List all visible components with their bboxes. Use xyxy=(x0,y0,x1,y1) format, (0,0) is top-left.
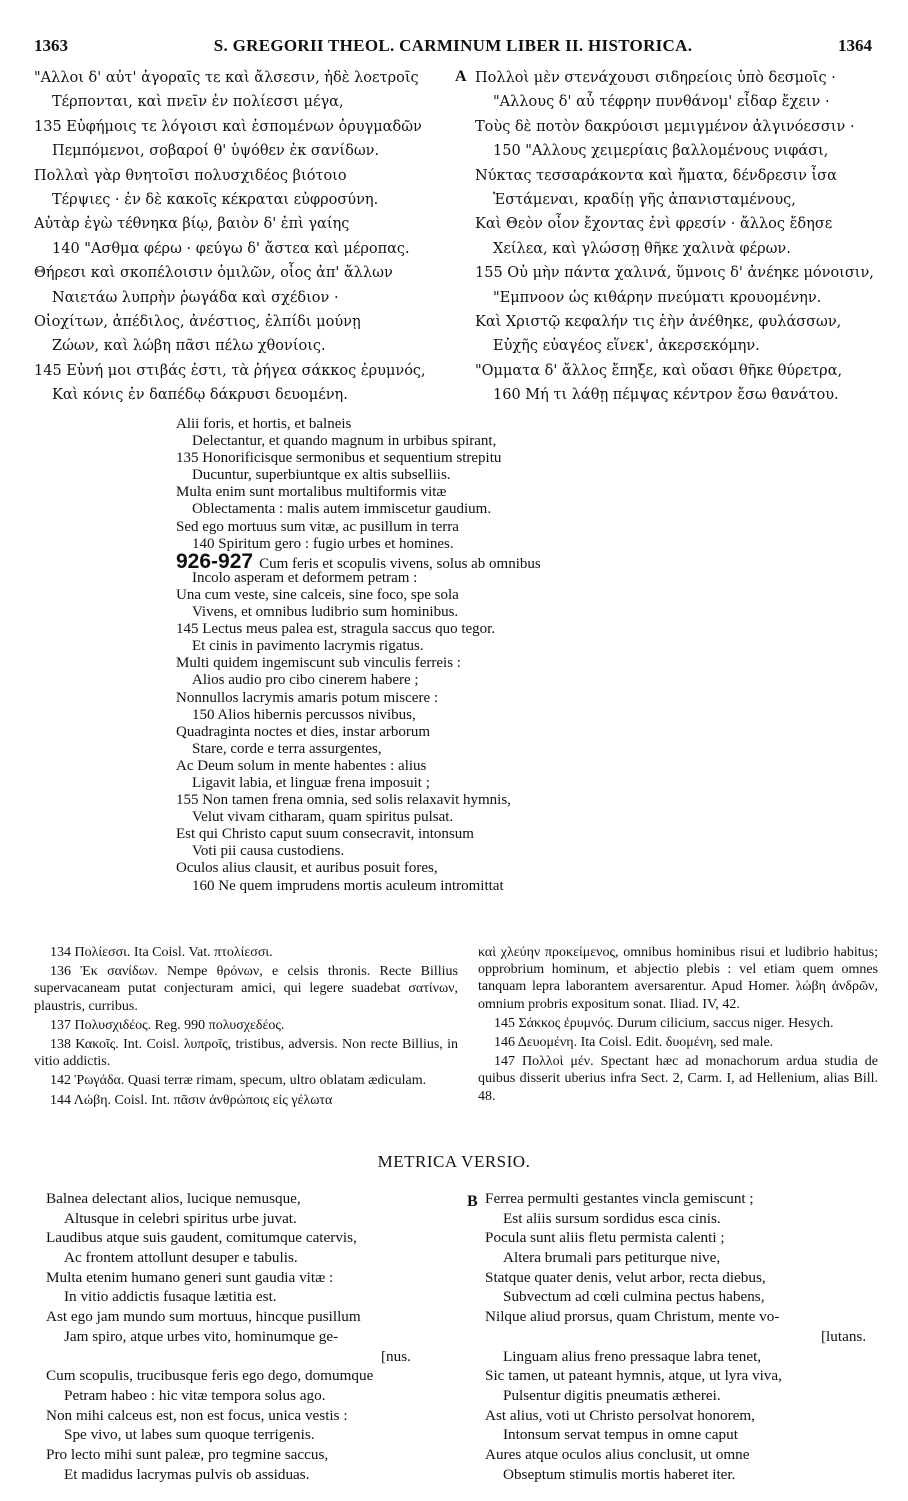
page-number-left: 1363 xyxy=(34,36,68,55)
latin-line: Vivens, et omnibus ludibrio sum hominibus. xyxy=(192,604,459,621)
verse-line: 160 Μή τι λάθῃ πέμψας κέντρον ἔσω θανάτου. xyxy=(493,387,839,404)
latin-line: Stare, corde e terra assurgentes, xyxy=(192,740,382,757)
metrical-line: Ac frontem attollunt desuper e tabulis. xyxy=(64,1249,298,1267)
verse-line: Πολλοὶ μὲν στενάχουσι σιδηρείοις ὑπὸ δεσμοῖς · xyxy=(475,70,836,86)
metrical-line: Statque quater denis, velut arbor, recta diebus, xyxy=(485,1268,766,1286)
metrical-line: Altusque in celebri spiritus urbe juvat. xyxy=(64,1209,297,1227)
footnote: 146 Δευομένη. Ita Coisl. Edit. δυομένη, sed male. xyxy=(494,1035,774,1051)
latin-line: Voti pii causa custodiens. xyxy=(192,843,345,860)
latin-line: 145 Lectus meus palea est, stragula saccus quo tegor. xyxy=(176,621,496,638)
footnote-continuation: καὶ χλεύην προκείμενος, omnibus hominibus risui et ludibrio habitus; opprobrium hominum, et abjectio plebis : vel etiam quem omnes tanquam lepra laborantem aversarentur. Apud Homer. λώβη ἀνδρῶν, omnium probris expositum sonat. Iliad. IV, 42. xyxy=(478,945,878,1012)
column-number: 926-927 xyxy=(176,549,254,573)
running-title: S. GREGORII THEOL. CARMINUM LIBER II. HISTORICA. xyxy=(213,36,693,55)
running-header xyxy=(34,36,872,58)
metrical-line: Sic tamen, ut pateant hymnis, atque, ut lyra viva, xyxy=(485,1367,782,1385)
verse-line: Τέρπονται, καὶ πνεῖν ἐν πολίεσσι μέγα, xyxy=(52,94,344,111)
metrical-version-left-column xyxy=(46,1189,411,1484)
verse-line: Αὐτὰρ ἐγὼ τέθνηκα βίῳ, βαιὸν δ' ἐπὶ γαίης xyxy=(34,216,350,233)
latin-line: 150 Alios hibernis percussos nivibus, xyxy=(192,706,416,723)
verse-line: 145 Εὐνή μοι στιβάς ἐστι, τὰ ῥήγεα σάκκος ἐρυμνός, xyxy=(34,362,426,379)
footnote: 142 Ῥωγάδα. Quasi terræ rimam, specum, ultro oblatam ædiculam. xyxy=(50,1073,427,1089)
metrical-line: Spe vivo, ut labes sum quoque terrigenis. xyxy=(64,1426,315,1444)
latin-line: Quadraginta noctes et dies, instar arborum xyxy=(176,723,431,740)
verse-line: Ἑστάμεναι, κραδίῃ γῆς ἀπανισταμένους, xyxy=(493,191,796,208)
metrical-line: Pocula sunt aliis fletu permista calenti ; xyxy=(485,1229,725,1247)
verse-line: Πολλαὶ γὰρ θνητοῖσι πολυσχιδέος βιότοιο xyxy=(34,167,347,184)
metrica-versio-heading: METRICA VERSIO. xyxy=(377,1152,531,1171)
latin-line: Multa enim sunt mortalibus multiformis vitæ xyxy=(176,484,447,501)
footnote: 144 Λώβη. Coisl. Int. πᾶσιν ἀνθρώποις εἰς γέλωτα xyxy=(50,1092,333,1108)
latin-line: Oblectamenta : malis autem immiscetur gaudium. xyxy=(192,501,492,518)
metrical-line: Pro lecto mihi sunt paleæ, pro tegmine saccus, xyxy=(46,1445,329,1463)
footnote: 137 Πολυσχιδέος. Reg. 990 πολυσχεδέος. xyxy=(50,1017,285,1033)
footnote: 145 Σάκκος ἐρυμνός. Durum cilicium, saccus niger. Hesych. xyxy=(494,1015,834,1031)
verse-line: Ναιετάω λυπρὴν ῥωγάδα καὶ σχέδιον · xyxy=(52,289,339,306)
verse-line: 135 Εὐφήμοις τε λόγοισι καὶ ἑσπομένων ὀρυγμαδῶν xyxy=(34,118,422,135)
verse-line: Τέρψιες · ἐν δὲ κακοῖς κέκραται εὐφροσύνη. xyxy=(52,191,379,208)
latin-line xyxy=(176,549,696,573)
verse-line: 155 Οὐ μὴν πάντα χαλινά, ὕμνοις δ' ἀνέηκε μόνοισιν, xyxy=(475,265,874,282)
verse-line: Καὶ Χριστῷ κεφαλήν τις ἑὴν ἀνέθηκε, φυλάσσων, xyxy=(475,313,842,330)
greek-text-left-column xyxy=(34,66,426,407)
latin-line: Oculos alius clausit, et auribus posuit fores, xyxy=(176,860,438,877)
metrical-line: Non mihi calceus est, non est focus, unica vestis : xyxy=(46,1406,348,1424)
latin-line-text: Cum feris et scopulis vivens, solus ab omnibus xyxy=(259,555,541,572)
latin-line: Multi quidem ingemiscunt sub vinculis ferreis : xyxy=(176,655,461,672)
verse-line: Οἰοχίτων, ἀπέδιλος, ἀνέστιος, ἐλπίδι μούνῃ xyxy=(34,313,361,330)
metrical-line: [nus. xyxy=(381,1347,411,1365)
metrical-line: Ast ego jam mundo sum mortuus, hincque pusillum xyxy=(46,1308,361,1326)
verse-line: 140 "Ασθμα φέρω · φεύγω δ' ἄστεα καὶ μέροπας. xyxy=(52,240,410,257)
metrical-line: Altera brumali pars petiturque nive, xyxy=(503,1249,721,1267)
verse-line: Καὶ Θεὸν οἶον ἔχοντας ἐνὶ φρεσίν · ἄλλος ἔδησε xyxy=(475,216,833,233)
footnotes-left-column xyxy=(34,944,458,1111)
column-marker-b: B xyxy=(467,1193,478,1210)
latin-line: Ac Deum solum in mente habentes : alius xyxy=(176,757,427,774)
latin-line: 155 Non tamen frena omnia, sed solis relaxavit hymnis, xyxy=(176,792,511,809)
latin-line: Alii foris, et hortis, et balneis xyxy=(176,416,352,432)
latin-line: Sed ego mortuus sum vitæ, ac pusillum in terra xyxy=(176,518,459,535)
metrical-line: Cum scopulis, trucibusque feris ego dego, domumque xyxy=(46,1367,374,1385)
page-number-right: 1364 xyxy=(838,36,872,55)
metrical-line: Subvectum ad cœli culmina pectus habens, xyxy=(503,1288,765,1306)
metrical-line: Et madidus lacrymas pulvis ob assiduas. xyxy=(64,1465,310,1483)
footnote: 134 Πολίεσσι. Ita Coisl. Vat. πτολίεσσι. xyxy=(50,945,273,960)
latin-line: Delectantur, et quando magnum in urbibus spirant, xyxy=(192,433,497,450)
verse-line: "Αλλοι δ' αὐτ' ἀγοραῖς τε καὶ ἄλσεσιν, ἠδὲ λοετροῖς xyxy=(34,70,419,86)
metrical-line: In vitio addictis fusaque lætitia est. xyxy=(64,1288,277,1306)
footnote: 136 Ἐκ σανίδων. Nempe θρόνων, e celsis thronis. Recte Billius supervacaneam putat conjecturam amici, qui legere suadebat σατίνων, plaustris, curribus. xyxy=(34,964,458,1014)
latin-translation xyxy=(176,416,696,895)
metrical-line: Laudibus atque suis gaudent, comitumque catervis, xyxy=(46,1229,357,1247)
latin-line: Ligavit labia, et linguæ frena imposuit ; xyxy=(192,774,430,791)
metrical-line: Aures atque oculos alius conclusit, ut omne xyxy=(485,1445,750,1463)
verse-line: "Ομματα δ' ἄλλος ἔπηξε, καὶ οὔασι θῆκε θύρετρα, xyxy=(475,362,843,379)
latin-line: Velut vivam citharam, quam spiritus pulsat. xyxy=(192,809,454,826)
metrical-line: Multa etenim humano generi sunt gaudia vitæ : xyxy=(46,1268,334,1286)
latin-line: Una cum veste, sine calceis, sine foco, spe sola xyxy=(176,586,459,603)
latin-line: Et cinis in pavimento lacrymis rigatus. xyxy=(192,638,424,655)
metrical-line: Linguam alius freno pressaque labra tenet, xyxy=(503,1347,762,1365)
verse-line: "Αλλους δ' αὖ τέφρην πυνθάνομ' εἶδαρ ἔχειν · xyxy=(493,94,830,111)
verse-line: Ζώων, καὶ λώβη πᾶσι πέλω χθονίοις. xyxy=(52,338,326,355)
metrical-line: Ast alius, voti ut Christo persolvat honorem, xyxy=(485,1406,755,1424)
footnotes-right-column xyxy=(478,944,878,1107)
latin-line: 160 Ne quem imprudens mortis aculeum intromittat xyxy=(192,877,504,894)
metrical-line: Jam spiro, atque urbes vito, hominumque ge- xyxy=(64,1327,339,1345)
verse-line: Καὶ κόνις ἐν δαπέδῳ δάκρυσι δευομένη. xyxy=(52,387,348,404)
metrical-line: Obseptum stimulis mortis haberet iter. xyxy=(503,1465,736,1483)
latin-line: Alios audio pro cibo cinerem habere ; xyxy=(192,672,419,689)
latin-line: Est qui Christo caput suum consecravit, intonsum xyxy=(176,826,474,843)
verse-line: Εὐχῆς εὐαγέος εἵνεκ', ἀκερσεκόμην. xyxy=(493,338,760,355)
verse-line: Θήρεσι καὶ σκοπέλοισιν ὁμιλῶν, οἷος ἀπ' ἄλλων xyxy=(34,265,393,282)
verse-line: Τοὺς δὲ ποτὸν δακρύοισι μεμιγμένον ἀλγινόεσσιν · xyxy=(475,118,855,135)
metrical-line: Balnea delectant alios, lucique nemusque, xyxy=(46,1190,301,1207)
latin-line: 135 Honorificisque sermonibus et sequentium strepitu xyxy=(176,450,502,467)
latin-line: Ducuntur, superbiuntque ex altis subselliis. xyxy=(192,467,451,484)
metrical-version-right-column xyxy=(485,1189,866,1484)
verse-line: 150 "Αλλους χειμερίαις βαλλομένους νιφάσι, xyxy=(493,143,829,160)
metrical-line: Nilque aliud prorsus, quam Christum, mente vo- xyxy=(485,1308,780,1326)
metrical-line: Est aliis sursum sordidus esca cinis. xyxy=(503,1209,721,1227)
latin-line: Nonnullos lacrymis amaris potum miscere : xyxy=(176,689,439,706)
greek-text-right-column xyxy=(475,66,874,407)
verse-line: Νύκτας τεσσαράκοντα καὶ ἤματα, δένδρεσιν ἶσα xyxy=(475,167,837,184)
metrical-line: Intonsum servat tempus in omne caput xyxy=(503,1426,738,1444)
verse-line: Πεμπόμενοι, σοβαροί θ' ὑψόθεν ἐκ σανίδων. xyxy=(52,143,380,160)
metrical-line: Petram habeo : hic vitæ tempora solus ago. xyxy=(64,1386,326,1404)
latin-line: Incolo asperam et deformem petram : xyxy=(192,569,418,586)
verse-line: "Εμπνοον ὡς κιθάρην πνεύματι κρουομένην. xyxy=(493,289,822,306)
latin-line: 140 Spiritum gero : fugio urbes et homines. xyxy=(192,535,454,552)
footnote: 147 Πολλοὶ μέν. Spectant hæc ad monachorum ardua studia de quibus disserit uberius infra Sect. 2, Carm. I, ad Hellenium, alias Bill. 48. xyxy=(478,1054,878,1104)
metrical-line: [lutans. xyxy=(821,1327,867,1345)
verse-line: Χείλεα, καὶ γλώσσῃ θῆκε χαλινὰ φέρων. xyxy=(493,240,791,257)
metrical-line: Ferrea permulti gestantes vincla gemiscunt ; xyxy=(485,1190,754,1207)
metrical-line: Pulsentur digitis pneumatis ætherei. xyxy=(503,1386,721,1404)
column-marker-a: A xyxy=(455,68,467,85)
footnote: 138 Κακοῖς. Int. Coisl. λυπροῖς, tristibus, adversis. Non recte Billius, in vitio addictis. xyxy=(34,1037,458,1070)
